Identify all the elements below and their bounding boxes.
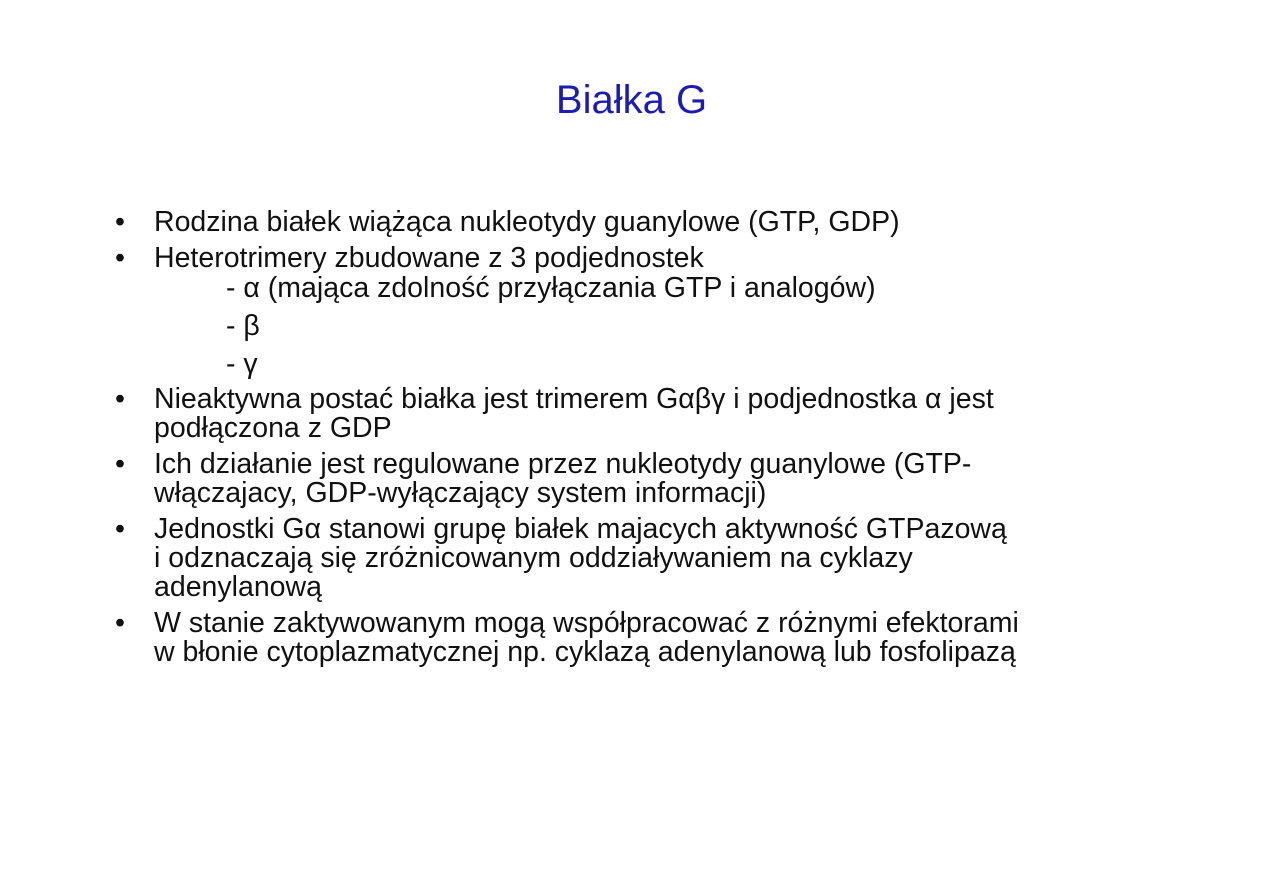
bullet-text-line: Jednostki Gα stanowi grupę białek majacych aktywność GTPazową (154, 513, 1007, 545)
bullet-dot: • (115, 206, 125, 238)
bullet-text-line: Heterotrimery zbudowane z 3 podjednostek (154, 242, 704, 274)
sub-item-gamma: - γ (226, 348, 258, 380)
bullet-item (110, 515, 1230, 602)
bullet-dot: • (115, 383, 125, 415)
bullet-dot: • (115, 242, 125, 274)
bullet-text-line: Nieaktywna postać białka jest trimerem Gαβγ i podjednostka α jest (154, 383, 994, 415)
sub-item-beta: - β (226, 310, 260, 342)
bullet-list (110, 208, 1230, 674)
sub-list (110, 274, 1230, 379)
bullet-dot: • (115, 607, 125, 639)
bullet-text-line: włączajacy, GDP-wyłączający system informacji) (154, 477, 767, 509)
bullet-item (110, 208, 1230, 237)
bullet-text-line: i odznaczają się zróżnicowanym oddziaływaniem na cyklazy (154, 542, 913, 574)
bullet-item (110, 450, 1230, 508)
bullet-item (110, 385, 1230, 443)
bullet-item (110, 244, 1230, 273)
bullet-text-line: w błonie cytoplazmatycznej np. cyklazą adenylanową lub fosfolipazą (154, 636, 1016, 668)
bullet-dot: • (115, 513, 125, 545)
bullet-text-line: W stanie zaktywowanym mogą współpracować z różnymi efektorami (154, 607, 1019, 639)
bullet-item (110, 609, 1230, 667)
bullet-text-line: Ich działanie jest regulowane przez nukleotydy guanylowe (GTP- (154, 448, 972, 480)
bullet-dot: • (115, 448, 125, 480)
bullet-text-line: podłączona z GDP (154, 412, 392, 444)
sub-item-alpha: - α (mająca zdolność przyłączania GTP i analogów) (226, 272, 876, 304)
bullet-text-line: adenylanową (154, 571, 322, 603)
slide-title: Białka G (555, 78, 708, 122)
bullet-text-line: Rodzina białek wiążąca nukleotydy guanylowe (GTP, GDP) (154, 206, 900, 238)
